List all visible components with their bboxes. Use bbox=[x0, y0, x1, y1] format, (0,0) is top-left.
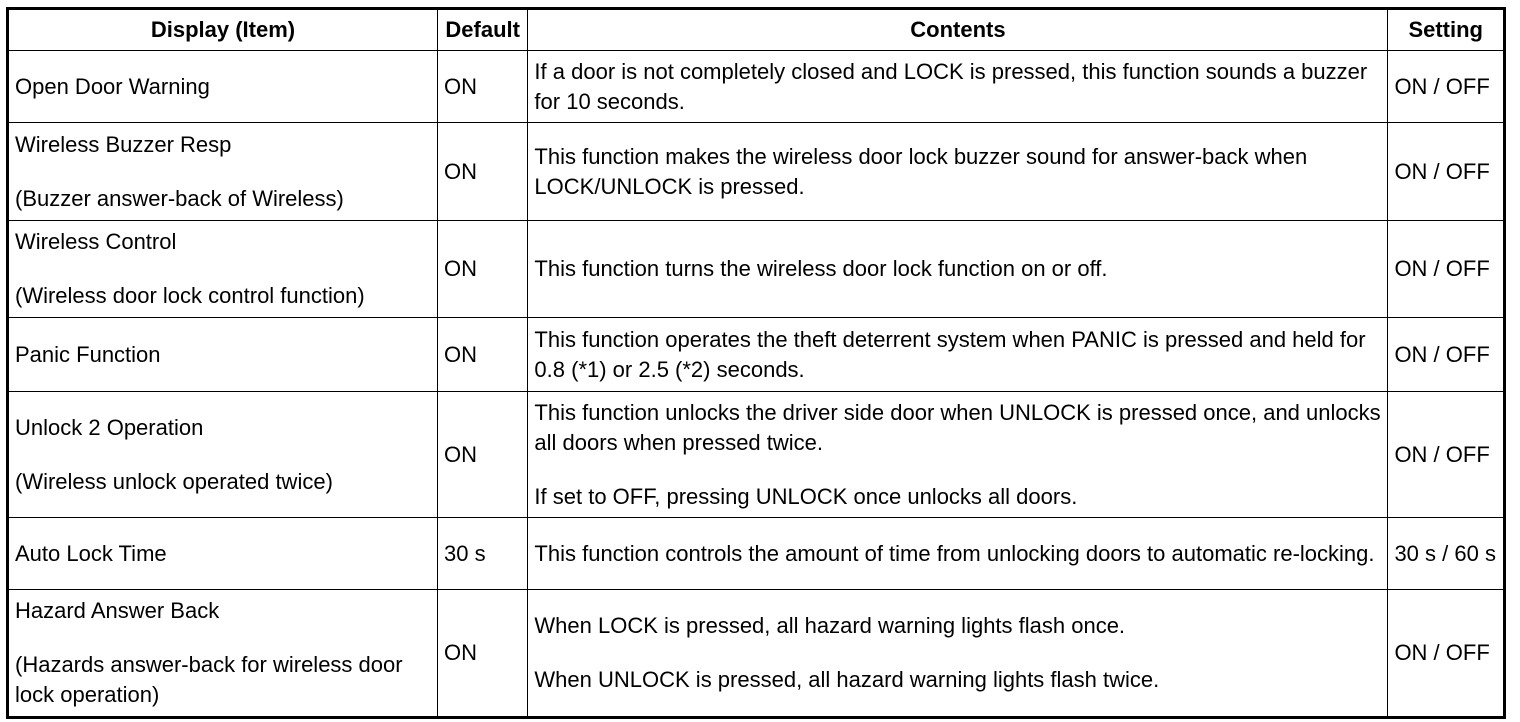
default-cell: ON bbox=[438, 590, 528, 718]
setting-cell: ON / OFF bbox=[1388, 123, 1505, 221]
display-item-name: Wireless Buzzer Resp bbox=[15, 131, 232, 157]
display-cell bbox=[8, 590, 438, 718]
contents-text: This function controls the amount of time from unlocking doors to automatic re-locking. bbox=[534, 540, 1375, 566]
display-item-description: (Wireless door lock control function) bbox=[15, 283, 365, 308]
table-row bbox=[8, 51, 1505, 123]
contents-cell bbox=[528, 318, 1388, 392]
table-row bbox=[8, 221, 1505, 318]
display-cell bbox=[8, 123, 438, 221]
contents-text: This function turns the wireless door lock function on or off. bbox=[534, 256, 1108, 281]
default-cell: ON bbox=[438, 123, 528, 221]
header-default: Default bbox=[438, 9, 528, 51]
table-row bbox=[8, 392, 1505, 518]
setting-cell: ON / OFF bbox=[1388, 221, 1505, 318]
display-item-description: (Wireless unlock operated twice) bbox=[15, 468, 333, 494]
contents-cell bbox=[528, 123, 1388, 221]
contents-text: If a door is not completely closed and LOCK is pressed, this function sounds a buzzer for 10 seconds. bbox=[534, 58, 1368, 114]
contents-text: This function makes the wireless door lock buzzer sound for answer-back when LOCK/UNLOCK is pressed. bbox=[534, 143, 1308, 199]
display-item-name: Unlock 2 Operation bbox=[15, 414, 204, 440]
header-contents: Contents bbox=[528, 9, 1388, 51]
table-row bbox=[8, 590, 1505, 718]
setting-cell: ON / OFF bbox=[1388, 51, 1505, 123]
default-cell: 30 s bbox=[438, 518, 528, 590]
default-cell: ON bbox=[438, 318, 528, 392]
display-item-name: Panic Function bbox=[15, 341, 161, 367]
contents-cell bbox=[528, 221, 1388, 318]
contents-cell bbox=[528, 518, 1388, 590]
display-item-description: (Buzzer answer-back of Wireless) bbox=[15, 185, 344, 211]
display-cell bbox=[8, 392, 438, 518]
display-cell bbox=[8, 318, 438, 392]
display-item-description: (Hazards answer-back for wireless door lock operation) bbox=[15, 652, 403, 707]
settings-table bbox=[6, 7, 1506, 719]
display-item-name: Auto Lock Time bbox=[15, 540, 167, 566]
display-cell bbox=[8, 221, 438, 318]
setting-cell: 30 s / 60 s bbox=[1388, 518, 1505, 590]
contents-text: This function operates the theft deterrent system when PANIC is pressed and held for 0.8 (*1) or 2.5 (*2) seconds. bbox=[534, 326, 1366, 382]
default-cell: ON bbox=[438, 221, 528, 318]
table-row bbox=[8, 123, 1505, 221]
contents-note: If set to OFF, pressing UNLOCK once unlocks all doors. bbox=[534, 483, 1078, 509]
table-header-row bbox=[8, 9, 1505, 51]
display-item-name: Open Door Warning bbox=[15, 73, 210, 99]
contents-text: When UNLOCK is pressed, all hazard warning lights flash twice. bbox=[534, 667, 1160, 692]
contents-cell bbox=[528, 590, 1388, 718]
display-item-name: Hazard Answer Back bbox=[15, 598, 220, 623]
display-item-name: Wireless Control bbox=[15, 229, 177, 254]
contents-cell bbox=[528, 51, 1388, 123]
setting-cell: ON / OFF bbox=[1388, 318, 1505, 392]
contents-text: When LOCK is pressed, all hazard warning lights flash once. bbox=[534, 613, 1126, 638]
setting-cell: ON / OFF bbox=[1388, 590, 1505, 718]
table-row bbox=[8, 518, 1505, 590]
header-display: Display (Item) bbox=[8, 9, 438, 51]
display-cell bbox=[8, 51, 438, 123]
display-cell bbox=[8, 518, 438, 590]
contents-cell bbox=[528, 392, 1388, 518]
contents-text: This function unlocks the driver side door when UNLOCK is pressed once, and unlocks all doors when pressed twice. bbox=[534, 399, 1381, 455]
default-cell: ON bbox=[438, 51, 528, 123]
header-setting: Setting bbox=[1388, 9, 1505, 51]
default-cell: ON bbox=[438, 392, 528, 518]
table-row bbox=[8, 318, 1505, 392]
setting-cell: ON / OFF bbox=[1388, 392, 1505, 518]
